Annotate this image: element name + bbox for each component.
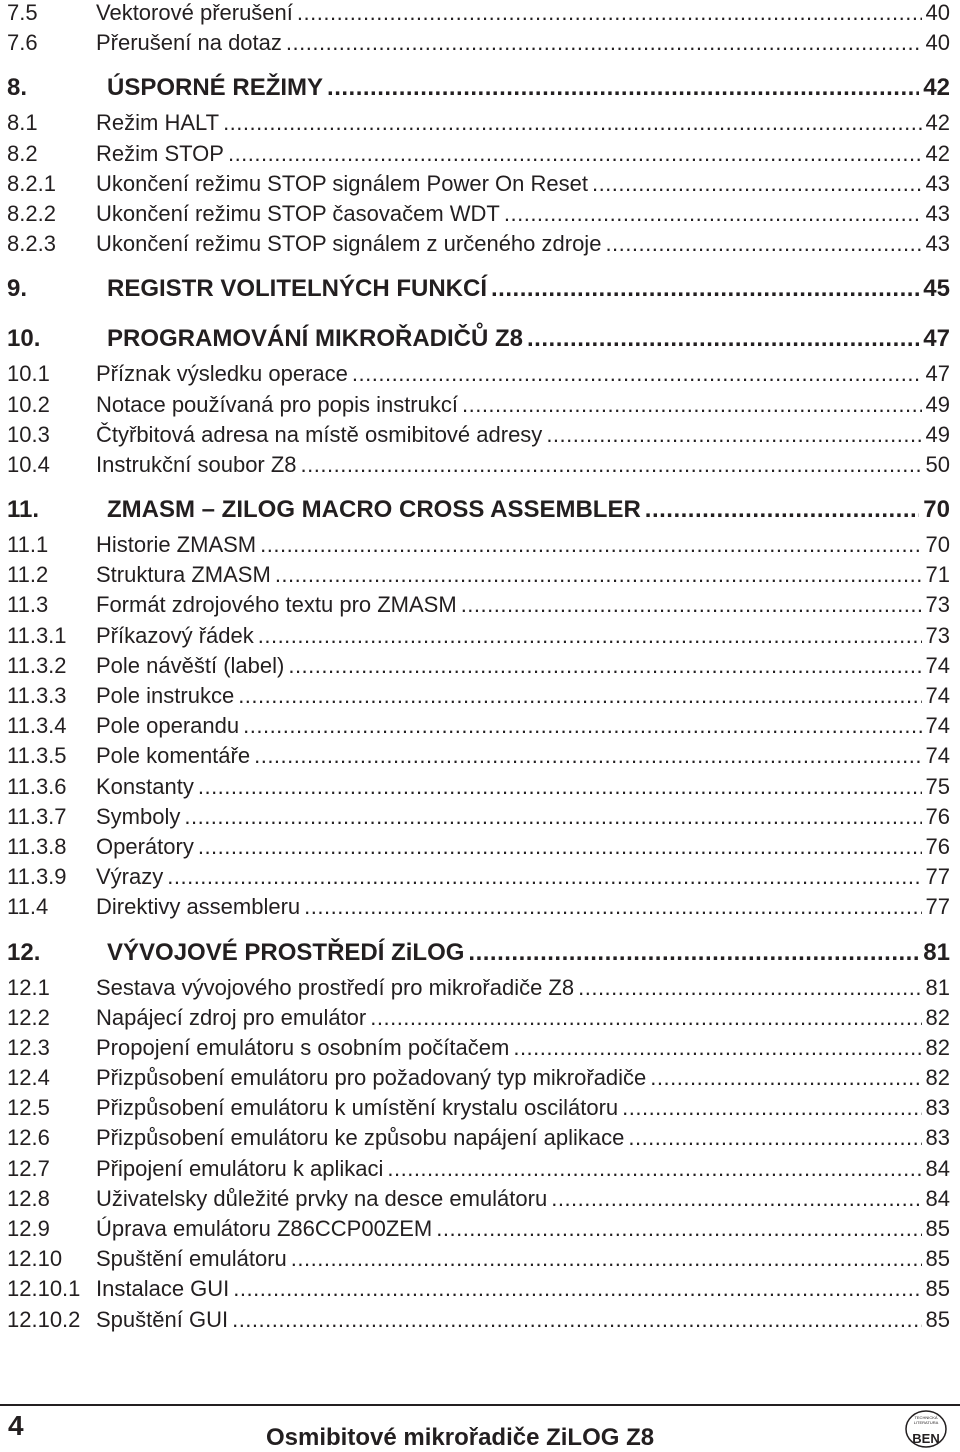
toc-entry-title: Příkazový řádek bbox=[96, 622, 254, 648]
toc-entry-title: Napájecí zdroj pro emulátor bbox=[96, 1004, 367, 1030]
toc-entry-page: 76 bbox=[925, 803, 950, 829]
toc-dot-leader bbox=[504, 199, 922, 229]
toc-entry-title: REGISTR VOLITELNÝCH FUNKCÍ bbox=[107, 275, 488, 303]
toc-entry-row bbox=[7, 1305, 950, 1335]
toc-dot-leader bbox=[184, 802, 921, 832]
toc-entry-page: 81 bbox=[923, 938, 950, 966]
toc-entry-title: Příznak výsledku operace bbox=[96, 361, 348, 387]
toc-dot-leader bbox=[578, 973, 921, 1003]
toc-chapter-row bbox=[7, 933, 950, 973]
toc-entry-number: 12.8 bbox=[7, 1185, 50, 1211]
toc-entry-number: 12.7 bbox=[7, 1155, 50, 1181]
toc-entry-title: Čtyřbitová adresa na místě osmibitové adresy bbox=[96, 421, 543, 447]
toc-dot-leader bbox=[327, 68, 919, 108]
toc-entry-page: 75 bbox=[925, 773, 950, 799]
toc-dot-leader bbox=[198, 832, 922, 862]
toc-entry-title: Přizpůsobení emulátoru k umístění krystalu oscilátoru bbox=[96, 1095, 619, 1121]
toc-dot-leader bbox=[352, 359, 922, 389]
toc-dot-leader bbox=[513, 1033, 921, 1063]
toc-entry-number: 11.3.5 bbox=[7, 743, 67, 769]
toc-entry-number: 12.5 bbox=[7, 1095, 50, 1121]
toc-entry-title: Režim STOP bbox=[96, 140, 224, 166]
toc-dot-leader bbox=[436, 1214, 921, 1244]
svg-text:TECHNICKÁ: TECHNICKÁ bbox=[914, 1415, 938, 1420]
table-of-contents bbox=[7, 0, 950, 1335]
toc-dot-leader bbox=[291, 1244, 922, 1274]
toc-entry-row bbox=[7, 1214, 950, 1244]
toc-entry-title: Propojení emulátoru s osobním počítačem bbox=[96, 1034, 510, 1060]
toc-entry-page: 71 bbox=[925, 562, 950, 588]
toc-entry-row bbox=[7, 28, 950, 58]
toc-entry-page: 74 bbox=[925, 652, 950, 678]
toc-entry-row bbox=[7, 229, 950, 259]
toc-entry-row bbox=[7, 711, 950, 741]
toc-entry-number: 11.3.7 bbox=[7, 803, 67, 829]
toc-entry-number: 11.3 bbox=[7, 592, 49, 618]
toc-entry-page: 84 bbox=[925, 1155, 950, 1181]
toc-dot-leader bbox=[297, 0, 922, 28]
toc-dot-leader bbox=[605, 229, 921, 259]
toc-entry-row bbox=[7, 530, 950, 560]
toc-entry-row bbox=[7, 560, 950, 590]
toc-entry-page: 70 bbox=[925, 532, 950, 558]
svg-text:LITERATURA: LITERATURA bbox=[913, 1420, 939, 1425]
toc-dot-leader bbox=[527, 319, 919, 359]
toc-dot-leader bbox=[461, 590, 922, 620]
toc-entry-row bbox=[7, 108, 950, 138]
toc-entry-row bbox=[7, 651, 950, 681]
toc-entry-page: 47 bbox=[923, 325, 950, 353]
toc-entry-page: 82 bbox=[925, 1034, 950, 1060]
toc-dot-leader bbox=[232, 1305, 921, 1335]
toc-entry-title: Instalace GUI bbox=[96, 1276, 230, 1302]
toc-entry-page: 76 bbox=[925, 833, 950, 859]
toc-entry-row bbox=[7, 1184, 950, 1214]
toc-entry-page: 40 bbox=[925, 30, 950, 56]
toc-entry-number: 11.3.3 bbox=[7, 683, 67, 708]
toc-entry-title: Pole instrukce bbox=[96, 683, 235, 708]
toc-dot-leader bbox=[228, 139, 922, 169]
toc-entry-title: ÚSPORNÉ REŽIMY bbox=[107, 74, 324, 102]
toc-entry-row bbox=[7, 681, 950, 711]
toc-entry-row bbox=[7, 199, 950, 229]
toc-entry-row bbox=[7, 1274, 950, 1304]
toc-entry-row bbox=[7, 420, 950, 450]
toc-entry-page: 43 bbox=[925, 231, 950, 257]
toc-entry-row bbox=[7, 590, 950, 620]
toc-entry-page: 83 bbox=[925, 1095, 950, 1121]
toc-dot-leader bbox=[551, 1184, 921, 1214]
toc-entry-number: 11.3.4 bbox=[7, 713, 67, 739]
toc-entry-number: 8.2.3 bbox=[7, 231, 56, 257]
toc-entry-title: Spuštění emulátoru bbox=[96, 1246, 287, 1272]
toc-entry-title: Historie ZMASM bbox=[96, 532, 257, 558]
toc-entry-row bbox=[7, 359, 950, 389]
svg-text:BEN: BEN bbox=[912, 1431, 940, 1446]
toc-entry-title: Symboly bbox=[96, 803, 181, 829]
toc-entry-number: 12.9 bbox=[7, 1216, 50, 1241]
toc-entry-page: 81 bbox=[925, 974, 950, 1000]
toc-entry-title: Uživatelsky důležité prvky na desce emulátoru bbox=[96, 1185, 548, 1211]
toc-entry-title: Operátory bbox=[96, 833, 194, 859]
toc-entry-number: 11.3.2 bbox=[7, 652, 67, 678]
toc-entry-title: Struktura ZMASM bbox=[96, 562, 271, 588]
toc-entry-number: 12.3 bbox=[7, 1034, 50, 1060]
toc-entry-row bbox=[7, 1003, 950, 1033]
toc-entry-page: 47 bbox=[925, 361, 950, 387]
toc-entry-row bbox=[7, 621, 950, 651]
toc-entry-page: 42 bbox=[923, 74, 950, 102]
toc-entry-number: 11.3.6 bbox=[7, 773, 67, 799]
toc-entry-title: Úprava emulátoru Z86CCP00ZEM bbox=[96, 1216, 433, 1241]
toc-entry-number: 12.10.1 bbox=[7, 1276, 81, 1302]
toc-entry-title: Instrukční soubor Z8 bbox=[96, 451, 297, 477]
toc-entry-title: Režim HALT bbox=[96, 110, 220, 136]
toc-dot-leader bbox=[546, 420, 921, 450]
toc-entry-number: 8.2.2 bbox=[7, 200, 56, 226]
toc-entry-page: 73 bbox=[925, 622, 950, 648]
toc-entry-page: 85 bbox=[925, 1216, 950, 1241]
toc-dot-leader bbox=[468, 933, 919, 973]
toc-entry-page: 74 bbox=[925, 683, 950, 708]
toc-entry-number: 8. bbox=[7, 74, 28, 102]
toc-dot-leader bbox=[275, 560, 922, 590]
toc-entry-page: 82 bbox=[925, 1004, 950, 1030]
footer-book-title: Osmibitové mikrořadiče ZiLOG Z8 bbox=[266, 1424, 655, 1451]
toc-entry-title: Přizpůsobení emulátoru ke způsobu napájení aplikace bbox=[96, 1125, 625, 1151]
toc-entry-title: Přerušení na dotaz bbox=[96, 30, 282, 56]
toc-chapter-row bbox=[7, 490, 950, 530]
toc-entry-row bbox=[7, 1154, 950, 1184]
footer-page-number: 4 bbox=[8, 1410, 24, 1441]
toc-entry-number: 11.3.9 bbox=[7, 864, 67, 890]
toc-entry-title: Formát zdrojového textu pro ZMASM bbox=[96, 592, 457, 618]
toc-entry-row bbox=[7, 802, 950, 832]
toc-entry-title: Vektorové přerušení bbox=[96, 0, 293, 25]
toc-entry-number: 12.10 bbox=[7, 1246, 63, 1272]
toc-entry-page: 70 bbox=[923, 496, 950, 524]
toc-entry-page: 85 bbox=[925, 1276, 950, 1302]
toc-entry-title: Výrazy bbox=[96, 864, 164, 890]
toc-dot-leader bbox=[223, 108, 921, 138]
toc-dot-leader bbox=[645, 490, 920, 530]
toc-entry-number: 11.1 bbox=[7, 532, 49, 558]
toc-dot-leader bbox=[491, 269, 919, 309]
toc-entry-number: 11.4 bbox=[7, 894, 49, 920]
toc-entry-row bbox=[7, 0, 950, 28]
publisher-logo-icon bbox=[904, 1410, 948, 1450]
toc-entry-number: 8.2.1 bbox=[7, 170, 56, 196]
toc-dot-leader bbox=[301, 450, 922, 480]
toc-entry-number: 12.1 bbox=[7, 974, 50, 1000]
toc-entry-title: Pole návěští (label) bbox=[96, 652, 285, 678]
toc-entry-page: 85 bbox=[925, 1246, 950, 1272]
toc-entry-number: 8.1 bbox=[7, 110, 38, 136]
toc-entry-title: Notace používaná pro popis instrukcí bbox=[96, 391, 458, 417]
toc-dot-leader bbox=[462, 390, 922, 420]
toc-chapter-row bbox=[7, 68, 950, 108]
toc-entry-row bbox=[7, 772, 950, 802]
toc-dot-leader bbox=[286, 28, 922, 58]
toc-chapter-row bbox=[7, 319, 950, 359]
toc-entry-row bbox=[7, 169, 950, 199]
toc-entry-number: 7.5 bbox=[7, 0, 38, 25]
toc-dot-leader bbox=[622, 1093, 921, 1123]
toc-entry-number: 10.1 bbox=[7, 361, 50, 387]
toc-entry-number: 10.2 bbox=[7, 391, 50, 417]
toc-entry-number: 11.3.1 bbox=[7, 622, 67, 648]
toc-entry-title: Direktivy assembleru bbox=[96, 894, 301, 920]
toc-entry-title: Ukončení režimu STOP časovačem WDT bbox=[96, 200, 500, 226]
toc-entry-row bbox=[7, 832, 950, 862]
toc-entry-number: 9. bbox=[7, 275, 28, 303]
toc-dot-leader bbox=[387, 1154, 921, 1184]
toc-entry-row bbox=[7, 139, 950, 169]
toc-entry-page: 43 bbox=[925, 200, 950, 226]
toc-entry-page: 50 bbox=[925, 451, 950, 477]
toc-entry-title: Sestava vývojového prostředí pro mikrořadiče Z8 bbox=[96, 974, 575, 1000]
toc-dot-leader bbox=[258, 621, 922, 651]
toc-entry-number: 12.6 bbox=[7, 1125, 50, 1151]
toc-entry-row bbox=[7, 390, 950, 420]
toc-dot-leader bbox=[592, 169, 922, 199]
toc-entry-row bbox=[7, 1123, 950, 1153]
toc-chapter-row bbox=[7, 269, 950, 309]
toc-entry-title: Spuštění GUI bbox=[96, 1306, 229, 1332]
toc-entry-page: 74 bbox=[925, 743, 950, 769]
toc-entry-number: 11.2 bbox=[7, 562, 49, 588]
toc-entry-number: 12. bbox=[7, 938, 41, 966]
toc-entry-page: 49 bbox=[925, 421, 950, 447]
toc-entry-row bbox=[7, 1033, 950, 1063]
toc-entry-page: 85 bbox=[925, 1306, 950, 1332]
toc-entry-number: 11.3.8 bbox=[7, 833, 67, 859]
toc-entry-page: 74 bbox=[925, 713, 950, 739]
toc-entry-page: 49 bbox=[925, 391, 950, 417]
toc-entry-title: Ukončení režimu STOP signálem z určeného zdroje bbox=[96, 231, 602, 257]
toc-entry-number: 10. bbox=[7, 325, 41, 353]
toc-entry-number: 12.2 bbox=[7, 1004, 50, 1030]
toc-entry-number: 10.3 bbox=[7, 421, 50, 447]
toc-entry-number: 10.4 bbox=[7, 451, 50, 477]
toc-dot-leader bbox=[233, 1274, 921, 1304]
toc-entry-title: ZMASM – ZILOG MACRO CROSS ASSEMBLER bbox=[107, 496, 641, 524]
toc-entry-row bbox=[7, 892, 950, 922]
toc-dot-leader bbox=[370, 1003, 921, 1033]
toc-dot-leader bbox=[288, 651, 921, 681]
toc-entry-page: 77 bbox=[925, 894, 950, 920]
toc-entry-page: 40 bbox=[925, 0, 950, 25]
toc-entry-page: 73 bbox=[925, 592, 950, 618]
toc-entry-page: 82 bbox=[925, 1065, 950, 1091]
toc-entry-row bbox=[7, 1093, 950, 1123]
toc-entry-page: 42 bbox=[925, 110, 950, 136]
toc-entry-page: 42 bbox=[925, 140, 950, 166]
toc-entry-page: 77 bbox=[925, 864, 950, 890]
toc-entry-title: Ukončení režimu STOP signálem Power On Reset bbox=[96, 170, 588, 196]
footer-rule bbox=[0, 1404, 960, 1406]
toc-entry-row bbox=[7, 973, 950, 1003]
toc-entry-title: Připojení emulátoru k aplikaci bbox=[96, 1155, 384, 1181]
toc-dot-leader bbox=[198, 772, 922, 802]
toc-entry-title: Pole operandu bbox=[96, 713, 240, 739]
toc-entry-title: Pole komentáře bbox=[96, 743, 251, 769]
toc-dot-leader bbox=[243, 711, 921, 741]
toc-entry-title: VÝVOJOVÉ PROSTŘEDÍ ZiLOG bbox=[107, 938, 465, 966]
toc-dot-leader bbox=[304, 892, 921, 922]
toc-dot-leader bbox=[238, 681, 921, 711]
toc-dot-leader bbox=[650, 1063, 921, 1093]
toc-entry-number: 7.6 bbox=[7, 30, 38, 56]
toc-dot-leader bbox=[628, 1123, 921, 1153]
toc-entry-row bbox=[7, 862, 950, 892]
toc-entry-title: Konstanty bbox=[96, 773, 194, 799]
toc-entry-number: 12.10.2 bbox=[7, 1306, 81, 1332]
toc-entry-number: 12.4 bbox=[7, 1065, 50, 1091]
toc-entry-page: 45 bbox=[923, 275, 950, 303]
toc-entry-row bbox=[7, 450, 950, 480]
toc-entry-title: PROGRAMOVÁNÍ MIKROŘADIČŮ Z8 bbox=[107, 325, 524, 353]
toc-entry-number: 8.2 bbox=[7, 140, 38, 166]
toc-entry-page: 83 bbox=[925, 1125, 950, 1151]
toc-entry-number: 11. bbox=[7, 496, 40, 524]
toc-entry-row bbox=[7, 1244, 950, 1274]
toc-entry-page: 84 bbox=[925, 1185, 950, 1211]
toc-dot-leader bbox=[167, 862, 921, 892]
toc-dot-leader bbox=[254, 741, 921, 771]
toc-entry-row bbox=[7, 1063, 950, 1093]
toc-entry-row bbox=[7, 741, 950, 771]
toc-entry-page: 43 bbox=[925, 170, 950, 196]
toc-entry-title: Přizpůsobení emulátoru pro požadovaný typ mikrořadiče bbox=[96, 1065, 647, 1091]
toc-dot-leader bbox=[260, 530, 921, 560]
